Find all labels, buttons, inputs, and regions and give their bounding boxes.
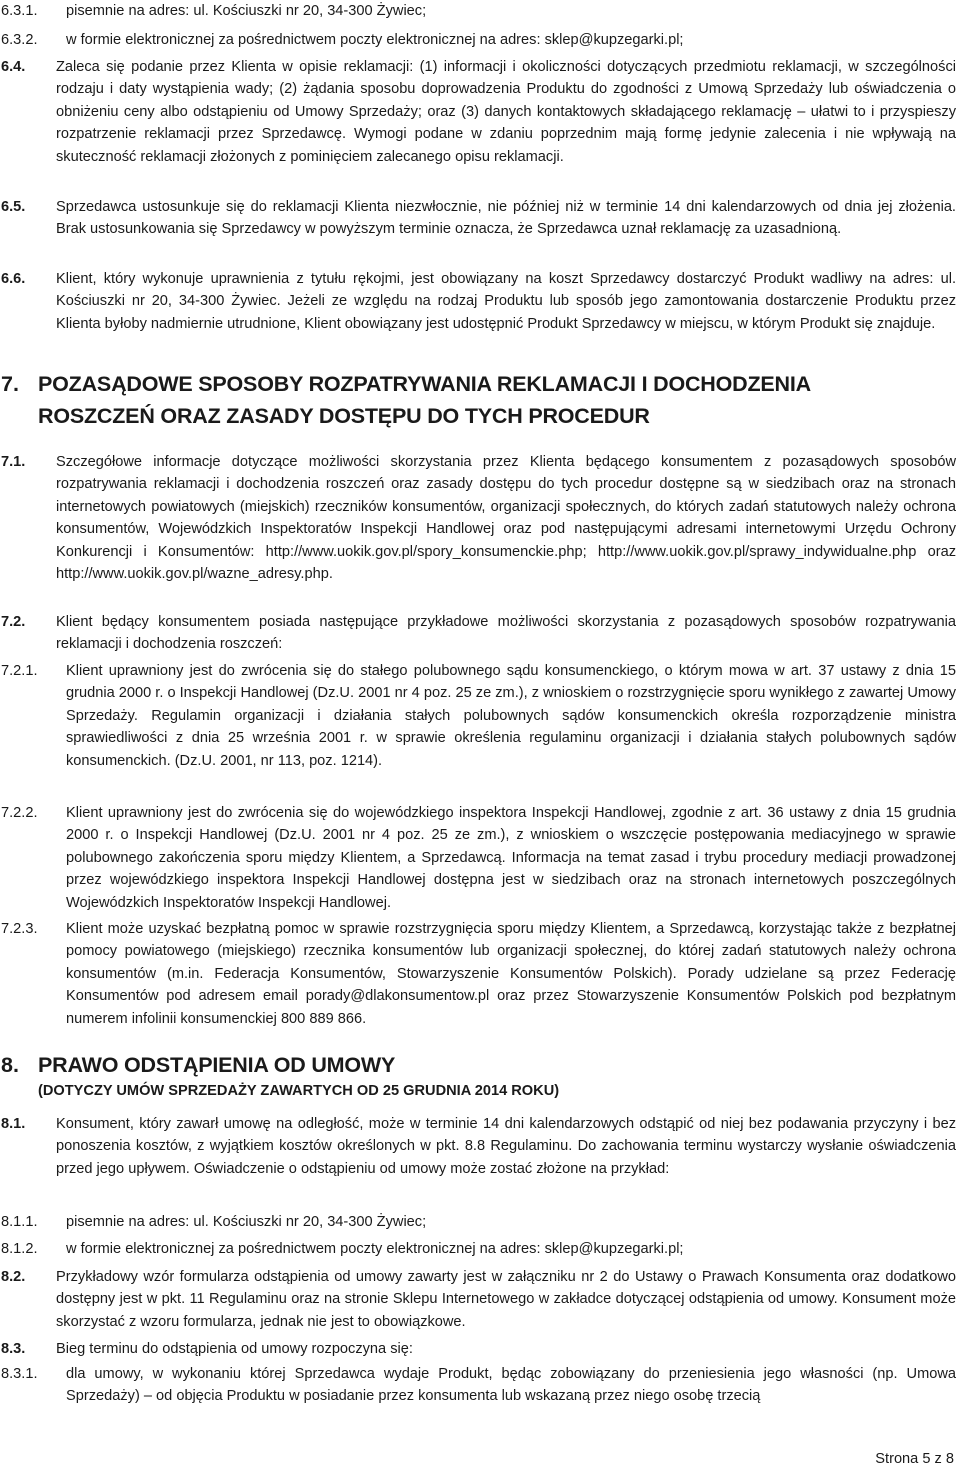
page-footer: Strona 5 z 8 bbox=[875, 1451, 954, 1467]
item-text: Przykładowy wzór formularza odstąpienia od umowy zawarty jest w załączniku nr 2 do Ustawy o Prawach Konsumenta oraz dodatkowo dostępny jest w pkt. 11 Regulaminu oraz na stronie Sklepu Internetowego w zakładce dotyczącej odstąpienia od umowy. Konsument może skorzystać z wzoru formularza, jednak nie jest to obowiązkowe. bbox=[56, 1269, 956, 1330]
item-number: 7.1. bbox=[1, 454, 26, 470]
list-item bbox=[0, 56, 960, 168]
list-item bbox=[0, 196, 960, 241]
item-text: Bieg terminu do odstąpienia od umowy rozpoczyna się: bbox=[56, 1341, 413, 1357]
item-number: 8.1. bbox=[1, 1116, 26, 1132]
item-number: 8.2. bbox=[1, 1269, 26, 1285]
item-number: 7.2.1. bbox=[1, 663, 38, 679]
list-item bbox=[0, 1113, 960, 1180]
list-item bbox=[0, 1266, 960, 1333]
list-item bbox=[0, 918, 960, 1030]
list-item bbox=[0, 1338, 960, 1360]
item-text: pisemnie na adres: ul. Kościuszki nr 20, 34-300 Żywiec; bbox=[66, 1214, 427, 1230]
list-item bbox=[0, 611, 960, 656]
item-text: Klient uprawniony jest do zwrócenia się do stałego polubownego sądu konsumenckiego, o którym mowa w art. 37 ustawy z dnia 15 grudnia 2000 r. o Inspekcji Handlowej (Dz.U. 2001 nr 4 poz. 25 ze zm.), z wnioskiem o rozstrzygnięcie sporu wynikłego z zawartej Umowy Sprzedaży. Regulamin organizacji i działania stałych polubownych sądów konsumenckich określa rozporządzenie ministra sprawiedliwości z dnia 25 września 2001 r. w sprawie określenia regulaminu organizacji i działania stałych polubownych sądów konsumenckich. (Dz.U. 2001, nr 113, poz. 1214). bbox=[66, 663, 956, 769]
item-number: 7.2.3. bbox=[1, 921, 38, 937]
item-text: Szczegółowe informacje dotyczące możliwości skorzystania przez Klienta będącego konsumentem z pozasądowych sposobów rozpatrywania reklamacji i dochodzenia roszczeń oraz zasady dostępu do tych procedur dostępne są w siedzibach oraz na stronach internetowych powiatowych (miejskich) rzeczników konsumentów, organizacji społecznych, do których zadań statutowych należy ochrona konsumentów, Wojewódzkich Inspektoratów Inspekcji Handlowej oraz pod następującymi adresami internetowymi Urzędu Ochrony Konkurencji i Konsumentów: http://www.uokik.gov.pl/spory_konsumenckie.php; http://www.uokik.gov.pl/sprawy_indywidualne.php oraz http://www.uokik.gov.pl/wazne_adresy.php. bbox=[56, 454, 956, 583]
item-number: 7.2. bbox=[1, 614, 26, 630]
item-text: Klient, który wykonuje uprawnienia z tytułu rękojmi, jest obowiązany na koszt Sprzedawcy dostarczyć Produkt wadliwy na adres: ul. Kościuszki nr 20, 34-300 Żywiec. Jeżeli ze względu na rodzaj Produktu lub sposób jego zamontowania dostarczenie Produktu przez Klienta byłoby nadmiernie utrudnione, Klient obowiązany jest udostępnić Produkt Sprzedawcy w miejscu, w którym Produkt się znajduje. bbox=[56, 271, 956, 332]
list-item bbox=[0, 660, 960, 772]
item-number: 8.3. bbox=[1, 1341, 26, 1357]
section-title-line: ROSZCZEŃ ORAZ ZASADY DOSTĘPU DO TYCH PROCEDUR bbox=[38, 404, 650, 428]
list-item bbox=[0, 1211, 960, 1233]
item-text: w formie elektronicznej za pośrednictwem poczty elektronicznej na adres: sklep@kupzegarki.pl; bbox=[66, 1241, 684, 1257]
section-heading bbox=[0, 370, 960, 430]
item-number: 6.6. bbox=[1, 271, 26, 287]
item-text: pisemnie na adres: ul. Kościuszki nr 20, 34-300 Żywiec; bbox=[66, 3, 427, 19]
item-text: Zaleca się podanie przez Klienta w opisie reklamacji: (1) informacji i okoliczności dotyczących przedmiotu reklamacji, w szczególności rodzaju i daty wystąpienia wady; (2) żądania sposobu doprowadzenia Produktu do zgodności z Umową Sprzedaży lub oświadczenia o obniżeniu ceny albo odstąpieniu od Umowy Sprzedaży; oraz (3) danych kontaktowych składającego reklamację – ułatwi to i przyspieszy rozpatrzenie reklamacji przez Sprzedawcę. Wymogi podane w zdaniu poprzednim mają formę jedynie zalecenia i nie wpływają na skuteczność reklamacji złożonych z pominięciem zalecanego opisu reklamacji. bbox=[56, 59, 956, 165]
item-number: 7.2.2. bbox=[1, 805, 38, 821]
list-item bbox=[0, 29, 960, 51]
list-item bbox=[0, 0, 960, 22]
section-title-line: POZASĄDOWE SPOSOBY ROZPATRYWANIA REKLAMACJI I DOCHODZENIA bbox=[38, 372, 811, 396]
section-subtitle: (DOTYCZY UMÓW SPRZEDAŻY ZAWARTYCH OD 25 GRUDNIA 2014 ROKU) bbox=[38, 1083, 560, 1099]
item-text: Konsument, który zawarł umowę na odległość, może w terminie 14 dni kalendarzowych odstąpić od niej bez podawania przyczyny i bez ponoszenia kosztów, z wyjątkiem kosztów określonych w pkt. 8.8 Regulaminu. Do zachowania terminu wystarczy wysłanie oświadczenia przed jego upływem. Oświadczenie o odstąpieniu od umowy może zostać złożone na przykład: bbox=[56, 1116, 956, 1177]
list-item bbox=[0, 1363, 960, 1408]
section-heading bbox=[0, 1051, 960, 1101]
list-item bbox=[0, 451, 960, 585]
item-number: 6.5. bbox=[1, 199, 26, 215]
item-text: Sprzedawca ustosunkuje się do reklamacji Klienta niezwłocznie, nie później niż w terminie 14 dni kalendarzowych od dnia jej złożenia. Brak ustosunkowania się Sprzedawcy w powyższym terminie oznacza, że Sprzedawca uznał reklamację za uzasadnioną. bbox=[56, 199, 956, 238]
section-number: 7. bbox=[1, 372, 19, 396]
item-number: 8.3.1. bbox=[1, 1366, 38, 1382]
item-text: dla umowy, w wykonaniu której Sprzedawca wydaje Produkt, będąc zobowiązany do przeniesienia jego własności (np. Umowa Sprzedaży) – od objęcia Produktu w posiadanie przez konsumenta lub wskazaną przez niego osobę trzecią bbox=[66, 1366, 956, 1405]
item-number: 8.1.2. bbox=[1, 1241, 38, 1257]
item-text: Klient może uzyskać bezpłatną pomoc w sprawie rozstrzygnięcia sporu między Klientem, a Sprzedawcą, korzystając także z bezpłatnej pomocy powiatowego (miejskiego) rzecznika konsumentów lub organizacji społecznej, do której zadań statutowych należy ochrona konsumentów (m.in. Federacja Konsumentów, Stowarzyszenie Konsumentów Polskich). Porady udzielane są przez Federację Konsumentów pod adresem email porady@dlakonsumentow.pl oraz przez Stowarzyszenie Konsumentów Polskich pod bezpłatnym numerem infolinii konsumenckiej 800 889 866. bbox=[66, 921, 956, 1027]
item-number: 6.3.2. bbox=[1, 32, 38, 48]
item-number: 6.4. bbox=[1, 59, 26, 75]
section-title: PRAWO ODSTĄPIENIA OD UMOWY bbox=[38, 1053, 396, 1077]
list-item bbox=[0, 268, 960, 335]
item-text: Klient uprawniony jest do zwrócenia się do wojewódzkiego inspektora Inspekcji Handlowej, zgodnie z art. 36 ustawy z dnia 15 grudnia 2000 r. o Inspekcji Handlowej (Dz.U. 2001 nr 4 poz. 25 ze zm.), z wnioskiem o wszczęcie postępowania mediacyjnego w sprawie polubownego zakończenia sporu między Klientem, a Sprzedawcą. Informacja na temat zasad i trybu procedury mediacji prowadzonej przez wojewódzkiego inspektora Inspekcji Handlowej dostępna jest w siedzibach oraz na stronach internetowych poszczególnych Wojewódzkich Inspektoratów Inspekcji Handlowej. bbox=[66, 805, 956, 911]
item-text: w formie elektronicznej za pośrednictwem poczty elektronicznej na adres: sklep@kupzegarki.pl; bbox=[66, 32, 684, 48]
list-item bbox=[0, 802, 960, 914]
list-item bbox=[0, 1238, 960, 1260]
item-number: 6.3.1. bbox=[1, 3, 38, 19]
section-number: 8. bbox=[1, 1053, 19, 1077]
item-number: 8.1.1. bbox=[1, 1214, 38, 1230]
item-text: Klient będący konsumentem posiada następujące przykładowe możliwości skorzystania z pozasądowych sposobów rozpatrywania reklamacji i dochodzenia roszczeń: bbox=[56, 614, 956, 653]
